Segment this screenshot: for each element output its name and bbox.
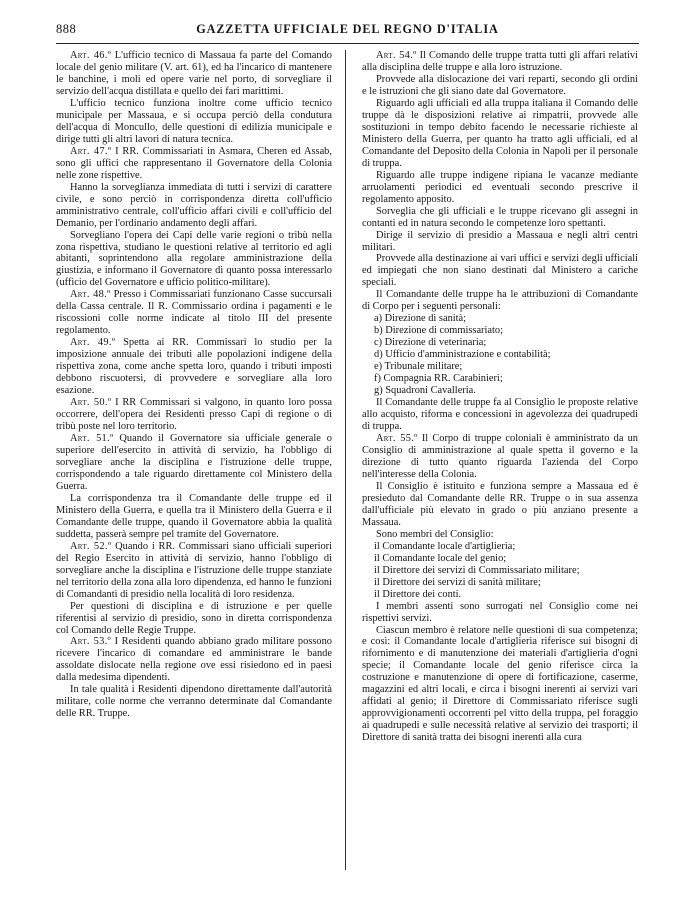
article-number: Art. 54.º (376, 50, 417, 61)
paragraph-text: I membri assenti sono surrogati nel Consiglio come nei rispettivi servizi. (362, 600, 638, 624)
paragraph (56, 636, 332, 684)
list-item (362, 361, 638, 373)
paragraph-text: Riguardo alle truppe indigene ripiana le vacanze mediante arruolamenti periodici ed eventuali secondo prescrive il regolamento apposito. (362, 169, 638, 205)
paragraph-text: b) Direzione di commissariato; (374, 325, 503, 337)
paragraph-text: f) Compagnia RR. Carabinieri; (374, 373, 503, 385)
paragraph (362, 433, 638, 481)
paragraph (362, 206, 638, 230)
paragraph-text: il Direttore dei servizi di Commissariato militare; (374, 564, 580, 576)
paragraph-text: Il Consiglio è istituito e funziona sempre a Massaua ed è presieduto dal Comandante delle RR. Truppe o in sua assenza dall'ufficiale più elevato in grado o più anziano presente a Massaua. (362, 480, 638, 528)
paragraph-text: Quando il Governatore sia ufficiale generale o superiore dell'esercito in attività di servizio, ha l'obbligo di sorvegliare anche la disciplina e l'istruzione delle truppe, corrispondendo a tale riguardo direttamente col Ministero della Guerra. (56, 433, 332, 492)
paragraph-text: e) Tribunale militare; (374, 361, 463, 373)
page-number: 888 (56, 22, 77, 36)
paragraph-text: Provvede alla destinazione ai vari uffici e servizi degli ufficiali ed impiegati che non siano destinati dal Ministero a cariche speciali. (362, 253, 638, 289)
paragraph-text: Hanno la sorveglianza immediata di tutti i servizi di carattere civile, e sono perciò in corrispondenza diretta coll'ufficio amministrativo centrale, coll'ufficio affari civili e coll'ufficio del Demanio, per l'ordinario andamento degli affari. (56, 181, 332, 229)
paragraph (56, 50, 332, 98)
paragraph (56, 98, 332, 146)
paragraph-text: c) Direzione di veterinaria; (374, 337, 487, 349)
paragraph (56, 146, 332, 182)
page-header (56, 20, 639, 42)
column-divider (345, 50, 346, 870)
list-item (362, 373, 638, 385)
paragraph (362, 170, 638, 206)
paragraph (362, 601, 638, 625)
paragraph-text: Riguardo agli ufficiali ed alla truppa italiana il Comando delle truppe dà le disposizioni relative ai rimpatrii, provvede alle sostituzioni in tempo debito facendo le necessarie richieste al Ministero della Guerra, per quanto ha tratto agli ufficiali, ed al Comandante del Deposito della Colonia in Napoli per il personale di truppa. (362, 97, 638, 169)
paragraph-text: il Direttore dei conti. (374, 588, 462, 600)
list-item (362, 553, 638, 565)
right-column (362, 50, 638, 744)
paragraph (56, 433, 332, 493)
paragraph-text: il Comandante locale del genio; (374, 552, 507, 564)
paragraph (362, 74, 638, 98)
paragraph-text: La corrispondenza tra il Comandante delle truppe ed il Ministero della Guerra, e quella tra il Ministero della Guerra e il Comandante delle truppe, quando il Governatore abbia la qualità suddetta, passerà sempre pel tramite del Governatore. (56, 492, 332, 540)
list-item (362, 313, 638, 325)
paragraph-text: Presso i Commissariati funzionano Casse succursali della Cassa centrale. Il R. Commissario ordina i pagamenti e le riscossioni colle norme indicate al titolo III del presente regolamento. (56, 289, 332, 337)
article-number: Art. 53.º (70, 636, 112, 648)
paragraph-text: il Direttore dei servizi di sanità militare; (374, 576, 541, 588)
list-item (362, 589, 638, 601)
paragraph (362, 625, 638, 745)
paragraph-text: Sorvegliano l'opera dei Capi delle varie regioni o tribù nella zona rispettiva, studiano le questioni relative al territorio ed agli abitanti, soprintendono alla regolare amministrazione della giustizia, e informano il Governatore di quanto possa interessarlo (ufficio del Governatore e ufficio politico-militare). (56, 229, 332, 289)
gazette-title: GAZZETTA UFFICIALE DEL REGNO D'ITALIA (196, 22, 499, 36)
paragraph-text: In tale qualità i Residenti dipendono direttamente dall'autorità militare, colle norme che verranno determinate dal Comandante delle RR. Truppe. (56, 684, 332, 720)
paragraph-text: il Comandante locale d'artiglieria; (374, 540, 516, 552)
paragraph-text: a) Direzione di sanità; (374, 313, 467, 325)
paragraph-text: Sono membri del Consiglio: (376, 528, 494, 540)
paragraph (56, 541, 332, 601)
article-number: Art. 50.º (70, 397, 112, 409)
paragraph (56, 397, 332, 433)
paragraph (56, 289, 332, 337)
paragraph-text: d) Ufficio d'amministrazione e contabilità; (374, 349, 551, 361)
list-item (362, 577, 638, 589)
paragraph (362, 529, 638, 541)
paragraph-text: Sorveglia che gli ufficiali e le truppe ricevano gli assegni in contanti ed in natura secondo le competenze loro spettanti. (362, 205, 638, 229)
list-item (362, 565, 638, 577)
article-number: Art. 47.º (70, 145, 112, 157)
paragraph-text: g) Squadroni Cavalleria. (374, 385, 476, 397)
paragraph-text: Quando i RR. Commissari siano ufficiali superiori del Regio Esercito in attività di servizio, hanno l'obbligo di sorvegliare anche la disciplina e l'istruzione delle truppe stanziate nel territorio della zona alla loro dipendenza, ed hanno le funzioni di Comandanti di presidio nella località di loro residenza. (56, 540, 332, 600)
paragraph (362, 98, 638, 170)
paragraph (362, 289, 638, 313)
left-column (56, 50, 332, 720)
paragraph-text: Il Comandante delle truppe fa al Consiglio le proposte relative allo acquisto, riforma e concessioni in agevolezza dei quadrupedi di truppa. (362, 397, 638, 433)
list-item (362, 385, 638, 397)
article-number: Art. 52.º (70, 540, 112, 552)
paragraph-text: Ciascun membro è relatore nelle questioni di sua competenza; e così: il Comandante locale d'artiglieria riferisce sui bisogni di rifornimento e di manutenzione dei materiali d'artiglieria d'ogni specie; il Comandante locale del genio riferisce circa la costruzione e manutenzione di opere di fortificazione, caserme, magazzini ed altri locali, e circa i bisogni inerenti ai servizi vari affidati al genio; il Direttore di Commissariato riferisce sugli approvvigionamenti occorrenti pel vitto della truppa, pel foraggio ai quadrupedi e sulle necessità relative al servizio dei trasporti; il Direttore di sanità tratta dei bisogni inerenti alla cura (362, 624, 638, 744)
list-item (362, 349, 638, 361)
paragraph-text: I RR Commissari si valgono, in quanto loro possa occorrere, dell'opera dei Residenti presso Capi di regione o di tribù poste nel loro territorio. (56, 397, 332, 433)
paragraph-text: Il Corpo di truppe coloniali è amministrato da un Consiglio di amministrazione al quale spetta il governo e la direzione di tutto quanto riguarda l'azienda del Corpo nell'interesse della Colonia. (362, 433, 638, 480)
paragraph-text: Il Comandante delle truppe ha le attribuzioni di Comandante di Corpo per i seguenti personali: (362, 289, 638, 313)
paragraph (56, 684, 332, 720)
paragraph (56, 230, 332, 290)
paragraph-text: L'ufficio tecnico di Massaua fa parte del Comando locale del genio militare (V. art. 61), ed ha l'incarico di mantenere le banchine, i moli ed opere varie nel porto, di sorvegliare il servizio dell'acqua distillata e quello dei fari marittimi. (56, 50, 332, 97)
article-number: Art. 55.º (376, 433, 418, 444)
article-number: Art. 46.º (70, 50, 112, 61)
paragraph-text: Provvede alla dislocazione dei vari reparti, secondo gli ordini e le istruzioni che gli siano date dal Governatore. (362, 73, 638, 97)
paragraph (362, 230, 638, 254)
paragraph (362, 481, 638, 529)
paragraph (56, 182, 332, 230)
paragraph-text: I RR. Commissariati in Asmara, Cheren ed Assab, sono gli uffici che rappresentano il Governatore della Colonia nelle zone rispettive. (56, 145, 332, 181)
list-item (362, 337, 638, 349)
paragraph-text: L'ufficio tecnico funziona inoltre come ufficio tecnico municipale per Massaua, e si occupa perciò della condutura dell'acqua di Moncullo, delle questioni di edilizia municipale e dirige tutti gli altri lavori di natura tecnica. (56, 97, 332, 145)
paragraph (362, 253, 638, 289)
article-number: Art. 48.º (70, 289, 111, 301)
paragraph-text: Il Comando delle truppe tratta tutti gli affari relativi alla disciplina delle truppe e alla loro istruzione. (362, 50, 639, 73)
list-item (362, 541, 638, 553)
header-rule (56, 43, 639, 44)
article-number: Art. 49.º (70, 337, 116, 349)
list-item (362, 325, 638, 337)
article-number: Art. 51.º (70, 433, 114, 444)
paragraph (362, 50, 638, 74)
paragraph-text: Spetta ai RR. Commissari lo studio per la imposizione annuale dei tributi alle popolazioni indigene della rispettiva zona, come anche spetta loro, quando i tributi imposti debbono riscuotersi, di provvedere e sorvegliare alla loro esazione. (56, 337, 333, 397)
paragraph (56, 493, 332, 541)
paragraph (56, 337, 332, 397)
paragraph (56, 601, 332, 637)
paragraph-text: I Residenti quando abbiano grado militare possono ricevere l'incarico di comandare ed amministrare le bande assoldate dislocate nella regione ove essi risiedono ed in paesi dalla medesima dipendenti. (56, 636, 332, 684)
paragraph (362, 397, 638, 433)
paragraph-text: Dirige il servizio di presidio a Massaua e negli altri centri militari. (362, 229, 638, 253)
paragraph-text: Per questioni di disciplina e di istruzione e per quelle riferentisi al servizio di presidio, sono in diretta corrispondenza col Comando delle Regie Truppe. (56, 600, 332, 636)
